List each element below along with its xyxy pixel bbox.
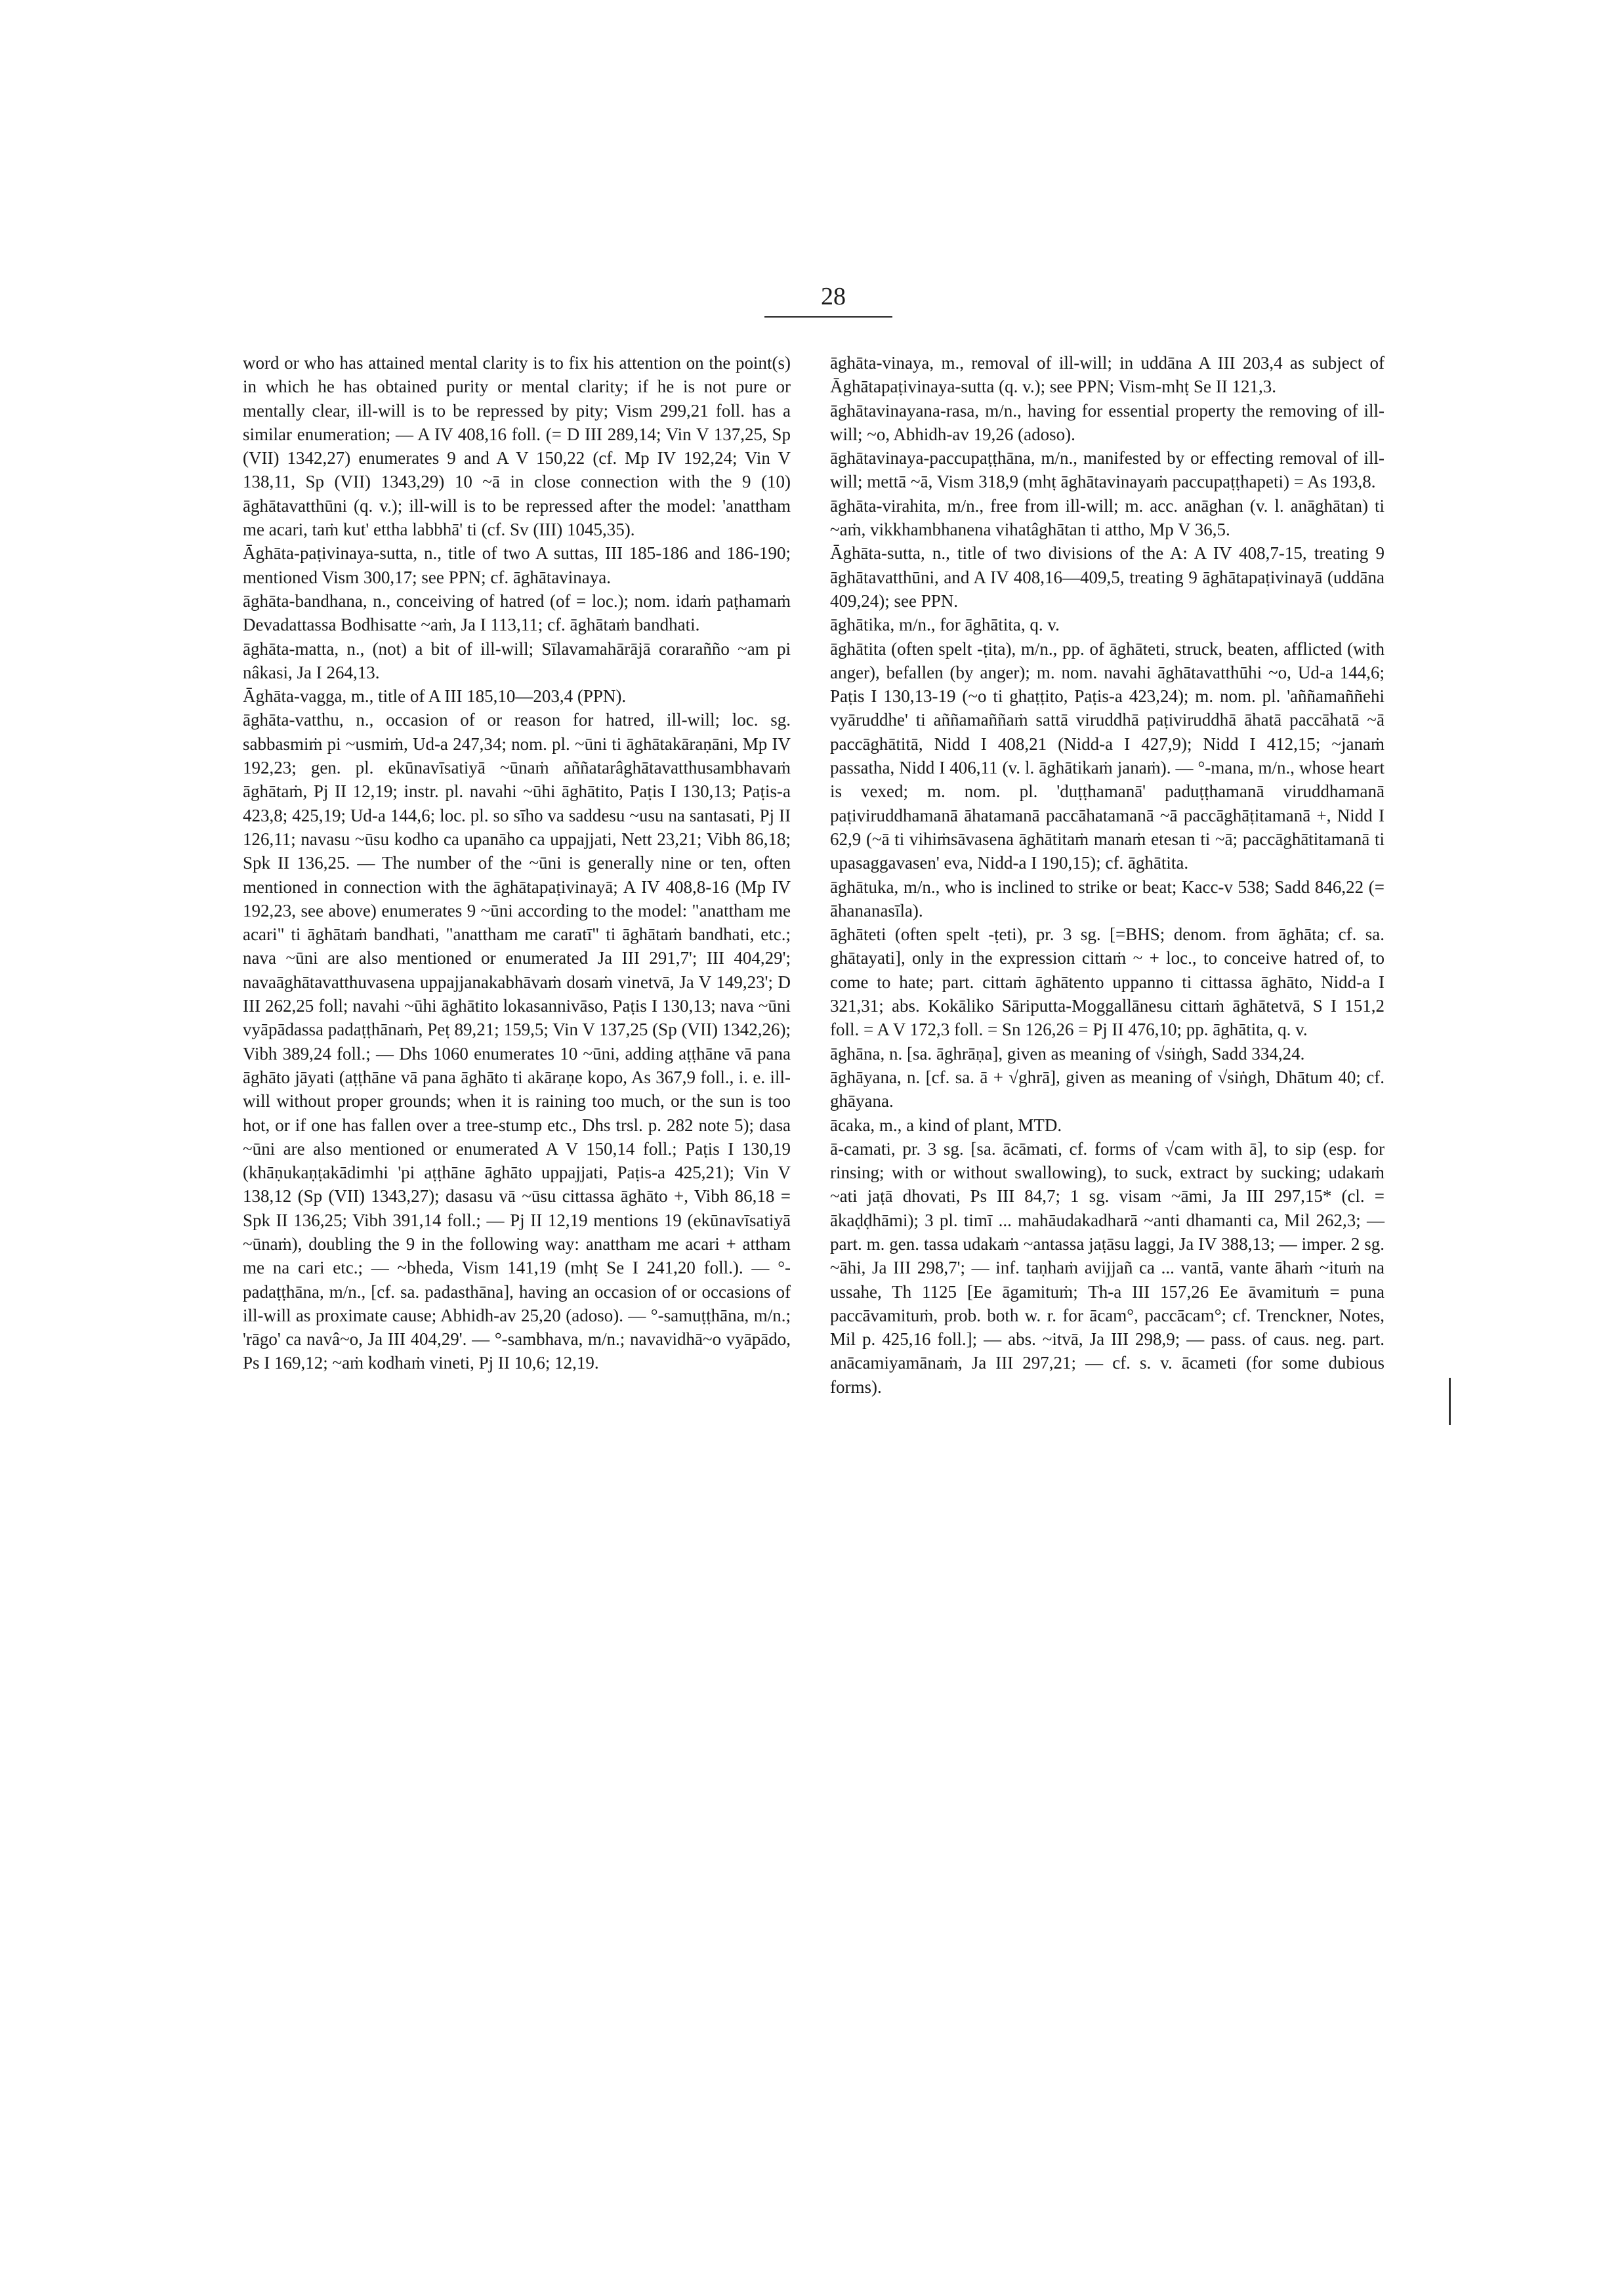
entry-aghata-vatthu: āghāta-vatthu, n., occasion of or reason for hatred, ill-will; loc. sg. sabbasmiṁ pi ~usmiṁ, Ud-a 247,34; nom. pl. ~ūni ti āghātakāraṇāni, Mp IV 192,23; gen. pl. ekūnavīsatiyā ~ūnaṁ aññatarâghātavatthusambhavaṁ āghātaṁ, Pj II 12,19; instr. pl. navahi ~ūhi āghātito, Paṭis I 130,13; Paṭis-a 423,8; 425,19; Ud-a 144,6; loc. pl. so sīho va saddesu ~usu na santasati, Pj II 126,11; navasu ~ūsu kodho ca upanāho ca uppajjati, Nett 23,21; Vibh 86,18; Spk II 136,25. — The number of the ~ūni is generally nine or ten, often mentioned in connection with the āghātapaṭivinayā; A IV 408,8-16 (Mp IV 192,23, see above) enumerates 9 ~ūni according to the model: "anattham me acari" ti āghātaṁ bandhati, "anattham me caratī" ti āghātaṁ bandhati, etc.; nava ~ūni are also mentioned or enumerated Ja III 291,7'; III 404,29'; navaāghātavatthuvasena uppajjanakabhāvaṁ dosaṁ vinetvā, Ja V 149,23'; D III 262,25 foll; navahi ~ūhi āghātito lokasannivāso, Paṭis I 130,13; nava ~ūni vyāpādassa padaṭṭhānaṁ, Peṭ 89,21; 159,5; Vin V 137,25 (Sp (VII) 1342,26); Vibh 389,24 foll.; — Dhs 1060 enumerates 10 ~ūni, adding aṭṭhāne vā pana āghāto jāyati (aṭṭhāne vā pana āghāto ti akāraṇe kopo, As 367,9 foll., i. e. ill-will without proper grounds; when it is raining too much, or the sun is too hot, or if one has fallen over a tree-stump etc., Dhs trsl. p. 282 note 5); dasa ~ūni are also mentioned or enumerated A V 150,14 foll.; Paṭis I 130,19 (khāṇukaṇṭakādimhi 'pi aṭṭhāne āghāto uppajjati, Paṭis-a 425,21); Vin V 138,12 (Sp (VII) 1343,27); dasasu vā ~ūsu cittassa āghāto +, Vibh 86,18 = Spk II 136,25; Vibh 391,14 foll.; — Pj II 12,19 mentions 19 (ekūnavīsatiyā ~ūnaṁ), doubling the 9 in the following way: anattham me acari + attham me na cari etc.; — ~bheda, Vism 141,19 (mhṭ Se I 241,20 foll.). — °-padaṭṭhāna, m/n., [cf. sa. padasthāna], having an occasion of or occasions of ill-will as proximate cause; Abhidh-av 25,20 (adoso). — °-samuṭṭhāna, m/n.; 'rāgo' ca navâ~o, Ja III 404,29'. — °-sambhava, m/n.; navavidhā~o vyāpādo, Ps I 169,12; ~aṁ kodhaṁ vineti, Pj II 10,6; 12,19.	[243, 710, 791, 1373]
margin-mark	[1449, 1378, 1451, 1425]
entry-aghata-matta: āghāta-matta, n., (not) a bit of ill-will; Sīlavamahārājā corarañño ~am pi nâkasi, Ja I 264,13.	[243, 638, 791, 682]
entry-continuation: word or who has attained mental clarity is to fix his attention on the point(s) in which he has obtained purity or mental clarity; if he is not pure or mentally clear, ill-will is to be repressed by pity; Vism 299,21 foll. has a similar enumeration; — A IV 408,16 foll. (= D III 289,14; Vin V 137,25, Sp (VII) 1342,27) enumerates 9 and A V 150,22 (cf. Mp IV 192,24; Vin V 138,11, Sp (VII) 1343,29) 10 ~ā in close connection with the 9 (10) āghātavatthūni (q. v.); ill-will is to be repressed after the model: 'anattham me acari, taṁ kut' ettha labbhā' ti (cf. Sv (III) 1045,35).	[243, 353, 791, 540]
entry-aghatavinaya-paccupatthana: āghātavinaya-paccupaṭṭhāna, m/n., manifested by or effecting removal of ill-will; mettā ~ā, Vism 318,9 (mhṭ āghātavinayaṁ paccupaṭṭhapeti) = As 193,8.	[830, 448, 1385, 492]
entry-aghateti: āghāteti (often spelt -ṭeti), pr. 3 sg. [=BHS; denom. from āghāta; cf. sa. ghātayati], only in the expression cittaṁ ~ + loc., to conceive hatred of, to come to hate; part. cittaṁ āghātento uppanno ti cittassa āghāto, Nidd-a I 321,31; abs. Kokāliko Sāriputta-Moggallānesu cittaṁ āghātetvā, S I 151,2 foll. = A V 172,3 foll. = Sn 126,26 = Pj II 476,10; pp. āghātita, q. v.	[830, 924, 1385, 1040]
left-column	[243, 351, 791, 1375]
entry-aghata-sutta: Āghāta-sutta, n., title of two divisions of the A: A IV 408,7-15, treating 9 āghātavatthūni, and A IV 408,16—409,5, treating 9 āghātapaṭivinayā (uddāna 409,24); see PPN.	[830, 543, 1385, 611]
entry-aghayana: āghāyana, n. [cf. sa. ā + √ghrā], given as meaning of √siṅgh, Dhātum 40; cf. ghāyana.	[830, 1067, 1385, 1111]
entry-aghata-bandhana: āghāta-bandhana, n., conceiving of hatred (of = loc.); nom. idaṁ paṭhamaṁ Devadattassa Bodhisatte ~aṁ, Ja I 113,11; cf. āghātaṁ bandhati.	[243, 590, 791, 635]
entry-acaka: ācaka, m., a kind of plant, MTD.	[830, 1115, 1062, 1135]
entry-aghata-virahita: āghāta-virahita, m/n., free from ill-will; m. acc. anāghan (v. l. anāghātan) ti ~aṁ, vikkhambhanena vihatâghātan ti attho, Mp V 36,5.	[830, 495, 1385, 540]
entry-aghata-vagga: Āghāta-vagga, m., title of A III 185,10—203,4 (PPN).	[243, 686, 627, 707]
entry-aghatuka: āghātuka, m/n., who is inclined to strike or beat; Kacc-v 538; Sadd 846,22 (= āhananasīla).	[830, 877, 1385, 920]
page-number: 28	[821, 283, 846, 310]
entry-aghata-pativinaya-sutta: Āghāta-paṭivinaya-sutta, n., title of two A suttas, III 185-186 and 186-190; mentioned Vism 300,17; see PPN; cf. āghātavinaya.	[243, 543, 791, 587]
page-number-rule	[764, 316, 892, 318]
entry-aghatita: āghātita (often spelt -ṭita), m/n., pp. of āghāteti, struck, beaten, afflicted (with anger), befallen (by anger); m. nom. navahi āghātavatthūhi ~o, Ud-a 144,6; Paṭis I 130,13-19 (~o ti ghaṭṭito, Paṭis-a 423,24); m. nom. pl. 'aññamaññehi vyāruddhe' ti aññamaññaṁ sattā viruddhā paṭiviruddhā āhatā paccāhatā ~ā paccāghātitā, Nidd I 408,21 (Nidd-a I 427,9); Nidd I 412,15; ~janaṁ passatha, Nidd I 406,11 (v. l. āghātikaṁ janaṁ). — °-mana, m/n., whose heart is vexed; m. nom. pl. 'duṭṭhamanā' paduṭṭhamanā viruddhamanā paṭiviruddhamanā āhatamanā paccāhatamanā ~ā paccāghāṭitamanā +, Nidd I 62,9 (~ā ti vihiṁsāvasena āghātitaṁ manaṁ etesan ti ~ā; paccāghātitamanā ti upasaggavasen' eva, Nidd-a I 190,15); cf. āghātita.	[830, 638, 1385, 873]
right-column	[830, 351, 1385, 1399]
entry-a-camati: ā-camati, pr. 3 sg. [sa. ācāmati, cf. forms of √cam with ā], to sip (esp. for rinsing; with or without swallowing), to suck, extract by sucking; udakaṁ ~ati jaṭā dhovati, Ps III 84,7; 1 sg. visam ~āmi, Ja III 297,15* (cl. = ākaḍḍhāmi); 3 pl. timī ... mahāudakadharā ~anti dhamanti ca, Mil 262,3; — part. m. gen. tassa udakaṁ ~antassa jaṭāsu laggi, Ja IV 388,13; — imper. 2 sg. ~āhi, Ja III 298,7'; — inf. taṇhaṁ avijjañ ca ... vantā, vante āhaṁ ~ituṁ na ussahe, Th 1125 [Ee āgamituṁ; Th-a III 157,26 Ee āvamituṁ = puna paccāvamituṁ, prob. both w. r. for ācam°, paccācam°; cf. Trenckner, Notes, Mil p. 425,16 foll.]; — abs. ~itvā, Ja III 298,9; — pass. of caus. neg. part. anācamiyamānaṁ, Ja III 297,21; — cf. s. v. ācameti (for some dubious forms).	[830, 1138, 1385, 1397]
entry-aghatavinayana-rasa: āghātavinayana-rasa, m/n., having for essential property the removing of ill-will; ~o, Abhidh-av 19,26 (adoso).	[830, 400, 1385, 444]
entry-aghana: āghāna, n. [sa. āghrāṇa], given as meaning of √siṅgh, Sadd 334,24.	[830, 1043, 1305, 1064]
entry-aghata-vinaya: āghāta-vinaya, m., removal of ill-will; in uddāna A III 203,4 as subject of Āghātapaṭivinaya-sutta (q. v.); see PPN; Vism-mhṭ Se II 121,3.	[830, 353, 1385, 397]
entry-aghatika: āghātika, m/n., for āghātita, q. v.	[830, 615, 1060, 635]
